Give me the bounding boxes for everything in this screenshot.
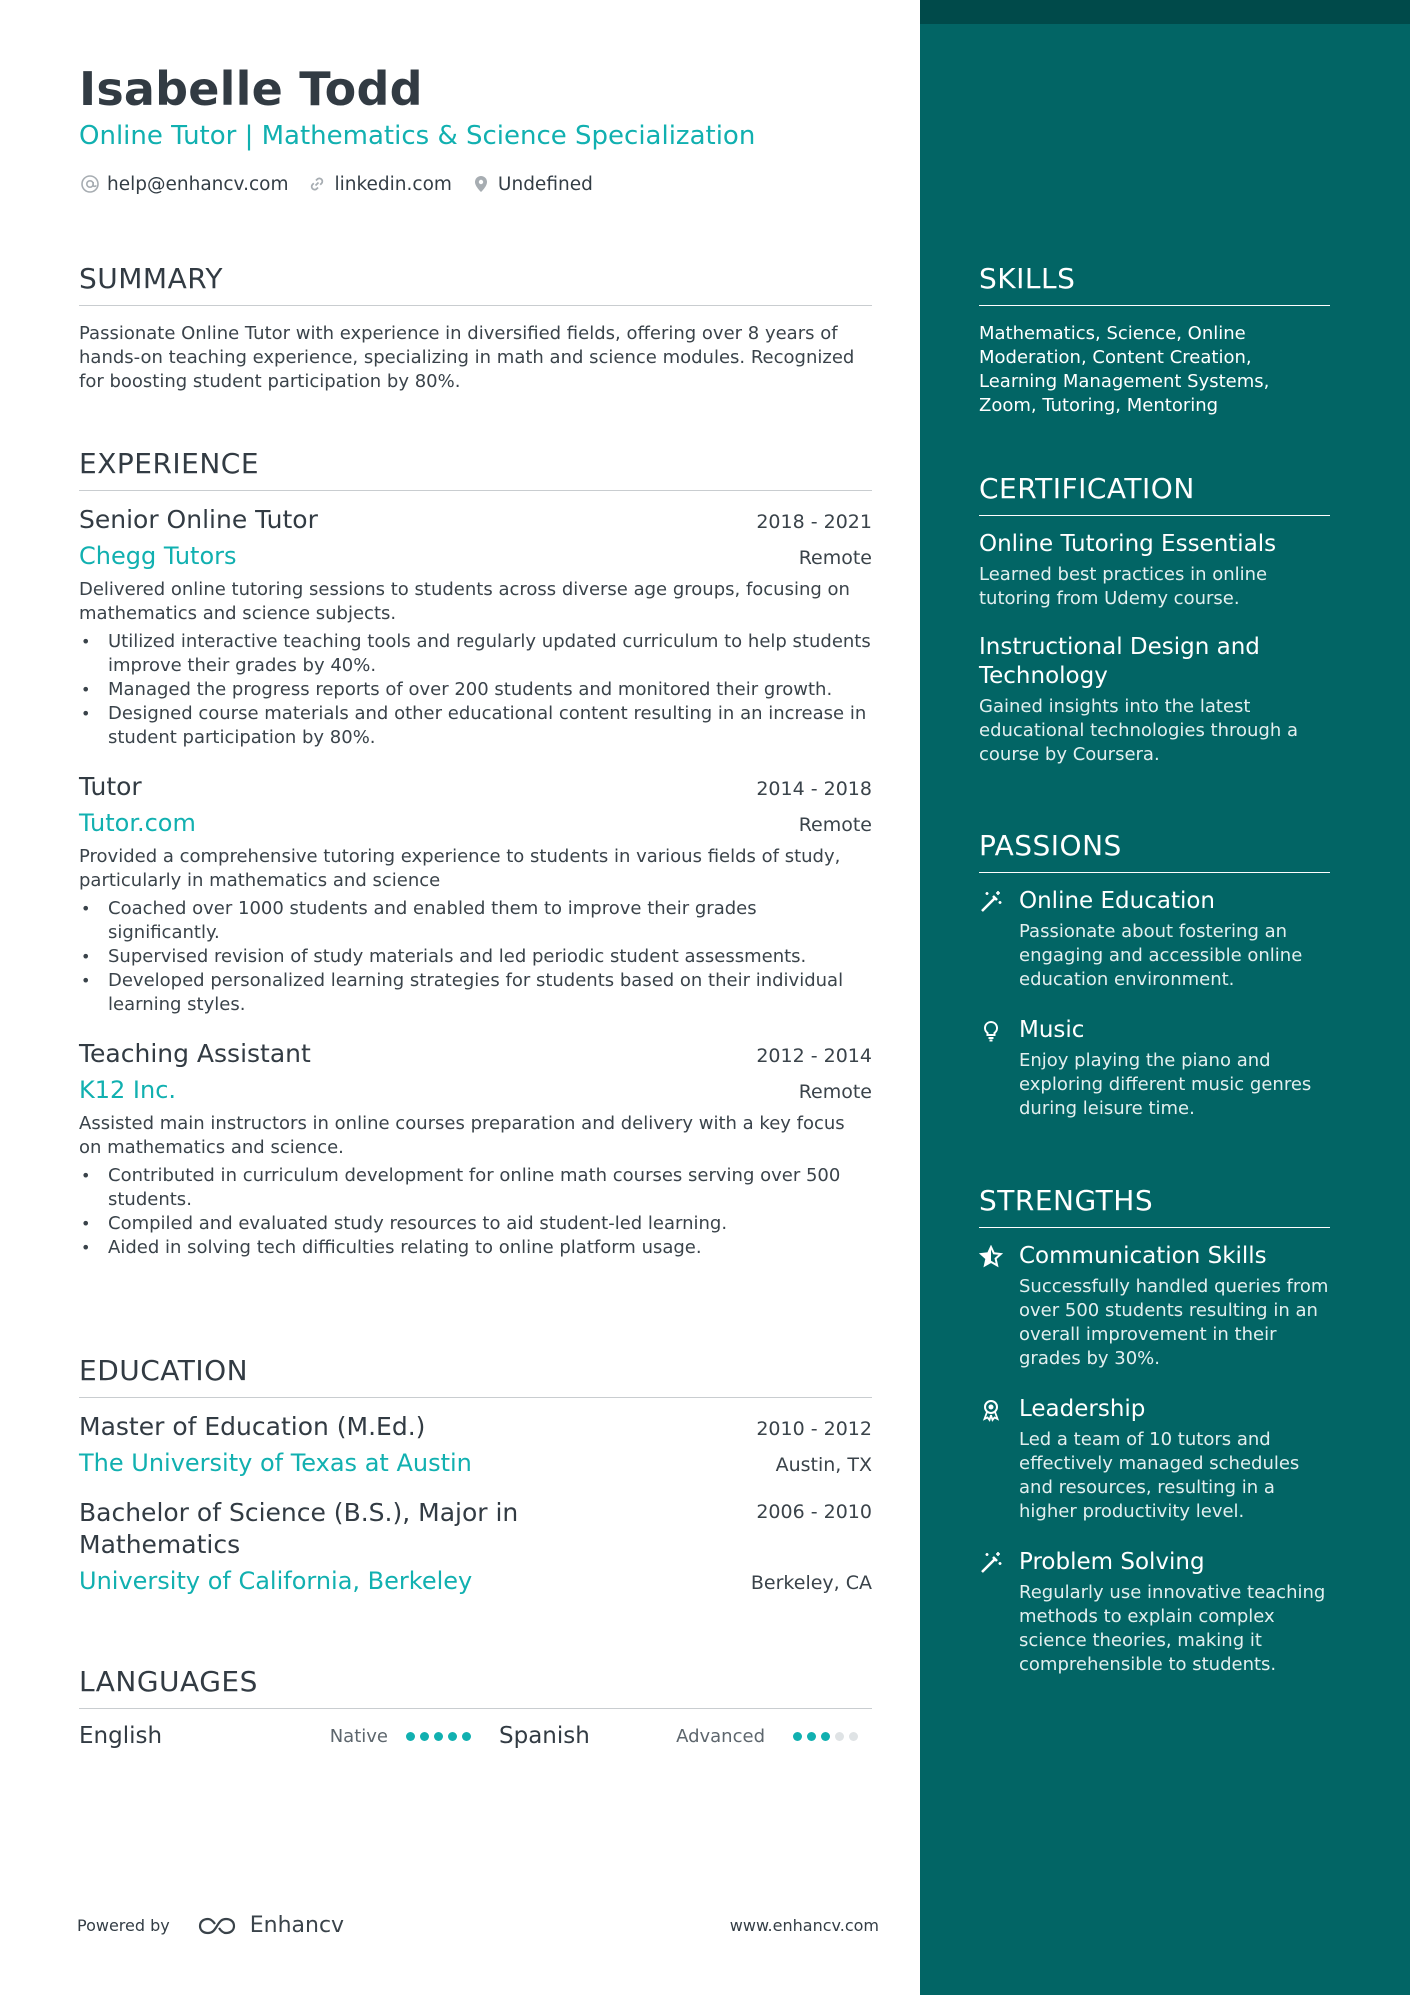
footer bbox=[77, 1913, 879, 1938]
certification-section bbox=[979, 472, 1330, 767]
skills-heading: SKILLS bbox=[979, 262, 1330, 306]
lightbulb-icon bbox=[979, 1016, 1019, 1121]
candidate-title: Online Tutor | Mathematics & Science Specialization bbox=[79, 121, 756, 151]
level-dot bbox=[448, 1732, 457, 1741]
strength-item bbox=[979, 1548, 1330, 1677]
job-company: Chegg Tutors bbox=[79, 542, 237, 570]
strength-item bbox=[979, 1395, 1330, 1524]
enhancv-logo-icon bbox=[196, 1915, 242, 1937]
language-dots bbox=[793, 1732, 863, 1741]
certification-name: Online Tutoring Essentials bbox=[979, 531, 1277, 557]
level-dot bbox=[434, 1732, 443, 1741]
job-description: Delivered online tutoring sessions to students across diverse age groups, focusing on mathematics and science subjects. bbox=[79, 579, 850, 624]
job-role: Tutor bbox=[79, 772, 142, 801]
strength-description: Successfully handled queries from over 500 students resulting in an overall improvement in their grades by 30%. bbox=[1019, 1276, 1329, 1369]
location-pin-icon bbox=[470, 173, 492, 195]
job-description: Provided a comprehensive tutoring experience to students in various fields of study, particularly in mathematics and science bbox=[79, 846, 841, 891]
brand-name: Enhancv bbox=[249, 1913, 345, 1938]
language-level: Advanced bbox=[676, 1725, 765, 1747]
job-company: K12 Inc. bbox=[79, 1076, 177, 1104]
summary-text: Passionate Online Tutor with experience in diversified fields, offering over 8 years of hands-on teaching experience, specializing in math and science modules. Recognized for boosting student participation by 80%. bbox=[79, 323, 855, 392]
skills-section bbox=[979, 262, 1330, 418]
passions-heading: PASSIONS bbox=[979, 829, 1330, 873]
job-bullet: • Supervised revision of study materials and led periodic student assessments. bbox=[79, 945, 872, 969]
education-location: Austin, TX bbox=[775, 1454, 872, 1476]
powered-by bbox=[77, 1913, 344, 1938]
education-dates: 2010 - 2012 bbox=[756, 1418, 872, 1440]
languages-heading: LANGUAGES bbox=[79, 1665, 872, 1709]
strengths-section bbox=[979, 1184, 1330, 1677]
certification-item bbox=[979, 530, 1330, 611]
education-heading: EDUCATION bbox=[79, 1354, 872, 1398]
certification-name: Instructional Design and Technology bbox=[979, 634, 1260, 689]
passion-item bbox=[979, 1016, 1330, 1121]
certification-item bbox=[979, 633, 1330, 767]
job-bullet: • Utilized interactive teaching tools and regularly updated curriculum to help students improve their grades by 40%. bbox=[79, 630, 872, 678]
job-dates: 2014 - 2018 bbox=[756, 778, 872, 800]
experience-entry bbox=[79, 505, 872, 750]
degree: Master of Education (M.Ed.) bbox=[79, 1412, 426, 1441]
passions-section bbox=[979, 829, 1330, 1121]
powered-by-label: Powered by bbox=[77, 1916, 170, 1935]
contact-row bbox=[79, 173, 611, 195]
strength-item bbox=[979, 1242, 1330, 1371]
strength-name: Communication Skills bbox=[1019, 1243, 1267, 1269]
candidate-name: Isabelle Todd bbox=[79, 62, 423, 116]
contact-email[interactable] bbox=[79, 173, 288, 195]
job-bullet: • Compiled and evaluated study resources to aid student-led learning. bbox=[79, 1212, 872, 1236]
experience-entry bbox=[79, 772, 872, 1017]
experience-heading: EXPERIENCE bbox=[79, 447, 872, 491]
strength-description: Led a team of 10 tutors and effectively managed schedules and resources, resulting in a higher productivity level. bbox=[1019, 1429, 1300, 1522]
strengths-heading: STRENGTHS bbox=[979, 1184, 1330, 1228]
sidebar-top-band bbox=[920, 0, 1410, 24]
level-dot bbox=[420, 1732, 429, 1741]
summary-section bbox=[79, 262, 872, 394]
passion-item bbox=[979, 887, 1330, 992]
job-bullet: • Contributed in curriculum development for online math courses serving over 500 students. bbox=[79, 1164, 872, 1212]
magic-wand-icon bbox=[979, 1548, 1019, 1677]
job-role: Teaching Assistant bbox=[79, 1039, 311, 1068]
certification-description: Gained insights into the latest educational technologies through a course by Coursera. bbox=[979, 696, 1299, 765]
contact-linkedin[interactable] bbox=[306, 173, 451, 195]
certification-description: Learned best practices in online tutoring from Udemy course. bbox=[979, 564, 1268, 609]
at-icon bbox=[79, 173, 101, 195]
job-company: Tutor.com bbox=[79, 809, 196, 837]
strength-name: Leadership bbox=[1019, 1396, 1146, 1422]
level-dot bbox=[406, 1732, 415, 1741]
passion-name: Music bbox=[1019, 1017, 1085, 1043]
job-dates: 2018 - 2021 bbox=[756, 511, 872, 533]
school: The University of Texas at Austin bbox=[79, 1449, 472, 1477]
level-dot bbox=[793, 1732, 802, 1741]
language-name: English bbox=[79, 1723, 163, 1749]
certification-heading: CERTIFICATION bbox=[979, 472, 1330, 516]
job-bullet: • Designed course materials and other educational content resulting in an increase in student participation by 80%. bbox=[79, 702, 872, 750]
experience-section bbox=[79, 447, 872, 1260]
job-location: Remote bbox=[798, 547, 872, 569]
job-dates: 2012 - 2014 bbox=[756, 1045, 872, 1067]
education-section bbox=[79, 1354, 872, 1595]
job-bullet: • Coached over 1000 students and enabled them to improve their grades significantly. bbox=[79, 897, 872, 945]
link-icon bbox=[306, 173, 328, 195]
job-bullet: • Aided in solving tech difficulties relating to online platform usage. bbox=[79, 1236, 872, 1260]
strength-description: Regularly use innovative teaching methods to explain complex science theories, making it comprehensible to students. bbox=[1019, 1582, 1326, 1675]
level-dot bbox=[462, 1732, 471, 1741]
website-link[interactable]: www.enhancv.com bbox=[729, 1916, 879, 1935]
level-dot bbox=[835, 1732, 844, 1741]
language-item bbox=[79, 1723, 499, 1749]
language-name: Spanish bbox=[499, 1723, 590, 1749]
job-location: Remote bbox=[798, 814, 872, 836]
school: University of California, Berkeley bbox=[79, 1567, 473, 1595]
level-dot bbox=[821, 1732, 830, 1741]
languages-section bbox=[79, 1665, 872, 1749]
contact-location bbox=[470, 173, 593, 195]
language-level: Native bbox=[329, 1725, 388, 1747]
award-icon bbox=[979, 1395, 1019, 1524]
job-bullet: • Managed the progress reports of over 200 students and monitored their growth. bbox=[79, 678, 872, 702]
contact-linkedin-text: linkedin.com bbox=[334, 173, 452, 195]
skills-text: Mathematics, Science, Online Moderation, Content Creation, Learning Management Systems, Zoom, Tutoring, Mentoring bbox=[979, 323, 1270, 416]
star-icon bbox=[979, 1242, 1019, 1371]
strength-name: Problem Solving bbox=[1019, 1549, 1205, 1575]
languages-row bbox=[79, 1723, 872, 1749]
education-dates: 2006 - 2010 bbox=[756, 1501, 872, 1523]
passion-description: Enjoy playing the piano and exploring different music genres during leisure time. bbox=[1019, 1050, 1312, 1119]
contact-location-text: Undefined bbox=[497, 173, 593, 195]
language-item bbox=[499, 1723, 872, 1749]
experience-entry bbox=[79, 1039, 872, 1260]
enhancv-logo[interactable] bbox=[196, 1913, 344, 1938]
job-description: Assisted main instructors in online courses preparation and delivery with a key focus on mathematics and science. bbox=[79, 1113, 845, 1158]
job-role: Senior Online Tutor bbox=[79, 505, 318, 534]
job-location: Remote bbox=[798, 1081, 872, 1103]
passion-name: Online Education bbox=[1019, 888, 1216, 914]
passion-description: Passionate about fostering an engaging and accessible online education environment. bbox=[1019, 921, 1303, 990]
job-bullets bbox=[79, 630, 872, 750]
language-dots bbox=[406, 1732, 476, 1741]
education-entry bbox=[79, 1497, 872, 1595]
level-dot bbox=[849, 1732, 858, 1741]
job-bullet: • Developed personalized learning strategies for students based on their individual learning styles. bbox=[79, 969, 872, 1017]
level-dot bbox=[807, 1732, 816, 1741]
contact-email-text: help@enhancv.com bbox=[107, 173, 289, 195]
education-location: Berkeley, CA bbox=[750, 1572, 872, 1594]
job-bullets bbox=[79, 1164, 872, 1260]
magic-wand-icon bbox=[979, 887, 1019, 992]
degree: Bachelor of Science (B.S.), Major in Mathematics bbox=[79, 1498, 519, 1559]
sidebar bbox=[920, 0, 1410, 1995]
job-bullets bbox=[79, 897, 872, 1017]
summary-heading: SUMMARY bbox=[79, 262, 872, 306]
education-entry bbox=[79, 1412, 872, 1477]
